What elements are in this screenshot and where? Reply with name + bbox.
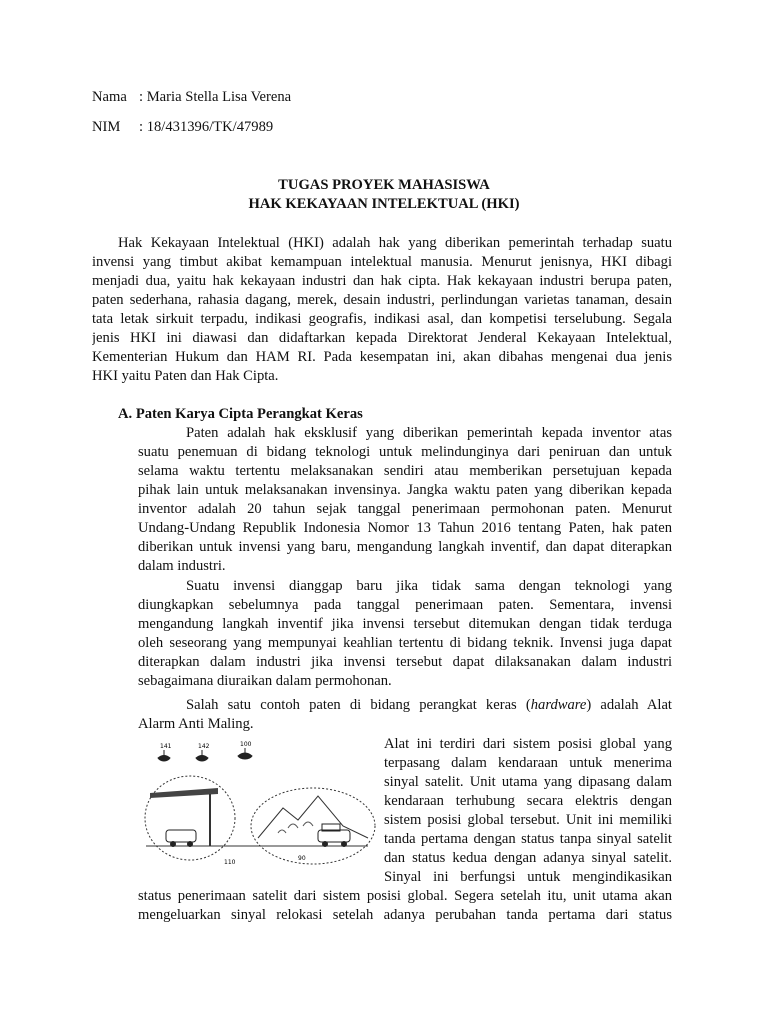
para1-line: pihak lain untuk melaksanakan invensinya. Jangka waktu paten yang diberikan kepada [138, 482, 672, 498]
para2-line: sebagaimana diuraikan dalam permohonan. [138, 673, 392, 689]
para1-line: selama waktu tertentu melaksanakan sendiri atau memberikan persetujuan kepada [138, 463, 672, 479]
para2-line: mengandung langkah inventif jika invensi tersebut ditemukan dengan tidak terduga [138, 616, 672, 632]
para2-line: diungkapkan sebelumnya pada tanggal penerimaan paten. Sementara, invensi [138, 597, 672, 613]
side-line: tanda pertama dengan status tanpa sinyal satelit [384, 831, 672, 847]
para3-end: ) adalah Alat [586, 697, 672, 713]
para1-line: diberikan untuk invensi yang baru, mengandung langkah inventif, dan dapat diterapkan [138, 539, 672, 555]
section-a-heading: A. Paten Karya Cipta Perangkat Keras [118, 406, 363, 422]
nim-value: : 18/431396/TK/47989 [139, 119, 274, 135]
intro-line: HKI yaitu Paten dan Hak Cipta. [92, 368, 279, 384]
para3-start: Salah satu contoh paten di bidang perangkat keras ( [186, 697, 531, 713]
figure-label: 100 [240, 741, 252, 748]
intro-line: Hak Kekayaan Intelektual (HKI) adalah hak yang diberikan pemerintah terhadap suatu [118, 235, 672, 251]
full-line: mengeluarkan sinyal relokasi setelah adanya perubahan tanda pertama dari status [138, 907, 672, 923]
side-line: sistem posisi global tersebut. Unit ini memiliki [384, 812, 672, 828]
nim-label: NIM [92, 119, 121, 135]
side-line: Alat ini terdiri dari sistem posisi global yang [384, 736, 672, 752]
para1-line: Undang-Undang Republik Indonesia Nomor 13 Tahun 2016 tentang Paten, hak paten [138, 520, 672, 536]
side-line: Sinyal ini berfungsi untuk mengindikasikan [384, 869, 672, 885]
nim-line [92, 118, 273, 137]
title-line-1: TUGAS PROYEK MAHASISWA [278, 177, 490, 193]
figure-label: 110 [224, 859, 236, 866]
intro-line: jenis HKI ini diawasi dan didaftarkan kepada Direktorat Jenderal Kekayaan Intelektual, [92, 330, 672, 346]
para3-line [186, 696, 672, 715]
intro-line: menjadi dua, yaitu hak kekayaan industri dan hak cipta. Hak kekayaan industri berupa paten, [92, 273, 672, 289]
figure-label: 90 [298, 855, 306, 862]
para3-italic: hardware [530, 697, 587, 713]
para3-line: Alarm Anti Maling. [138, 716, 254, 732]
side-line: sinyal satelit. Unit utama yang dipasang dalam [384, 774, 672, 790]
para1-line: Paten adalah hak eksklusif yang diberikan pemerintah kepada inventor atas [186, 425, 672, 441]
nama-label: Nama [92, 89, 127, 105]
figure-label: 141 [160, 743, 172, 750]
intro-line: tata letak sirkuit terpadu, indikasi geografis, indikasi asal, dan kompetisi terselubung. Segala [92, 311, 672, 327]
para2-line: oleh seseorang yang mempunyai keahlian tertentu di bidang teknik. Invensi juga dapat [138, 635, 672, 651]
full-line: status penerimaan satelit dari sistem posisi global. Segera setelah itu, unit utama akan [138, 888, 672, 904]
side-line: dan status kedua dengan adanya sinyal satelit. [384, 850, 672, 866]
patent-figure [138, 738, 376, 870]
intro-line: Kementerian Hukum dan HAM RI. Pada kesempatan ini, akan dibahas mengenai dua jenis [92, 349, 672, 365]
side-line: kendaraan terhubung secara elektris dengan [384, 793, 672, 809]
intro-line: invensi yang timbut akibat kemampuan intelektual manusia. Menurut jenisnya, HKI dibagi [92, 254, 672, 270]
para1-line: inventor adalah 20 tahun sejak tanggal penerimaan permohonan paten. Menurut [138, 501, 672, 517]
intro-line: paten sederhana, rahasia dagang, merek, desain industri, perlindungan varietas tanaman, desain [92, 292, 672, 308]
para2-line: diterapkan dalam industri jika invensi tersebut dapat dilaksanakan dalam industri [138, 654, 672, 670]
para2-line: Suatu invensi dianggap baru jika tidak sama dengan teknologi yang [186, 578, 672, 594]
nama-line [92, 88, 291, 107]
para1-line: dalam industri. [138, 558, 226, 574]
nama-value: : Maria Stella Lisa Verena [139, 89, 292, 105]
title-line-2: HAK KEKAYAAN INTELEKTUAL (HKI) [248, 196, 520, 212]
figure-label: 142 [198, 743, 210, 750]
side-line: terpasang dalam kendaraan untuk menerima [384, 755, 672, 771]
para1-line: suatu penemuan di bidang teknologi untuk melindunginya dari peniruan dan untuk [138, 444, 672, 460]
